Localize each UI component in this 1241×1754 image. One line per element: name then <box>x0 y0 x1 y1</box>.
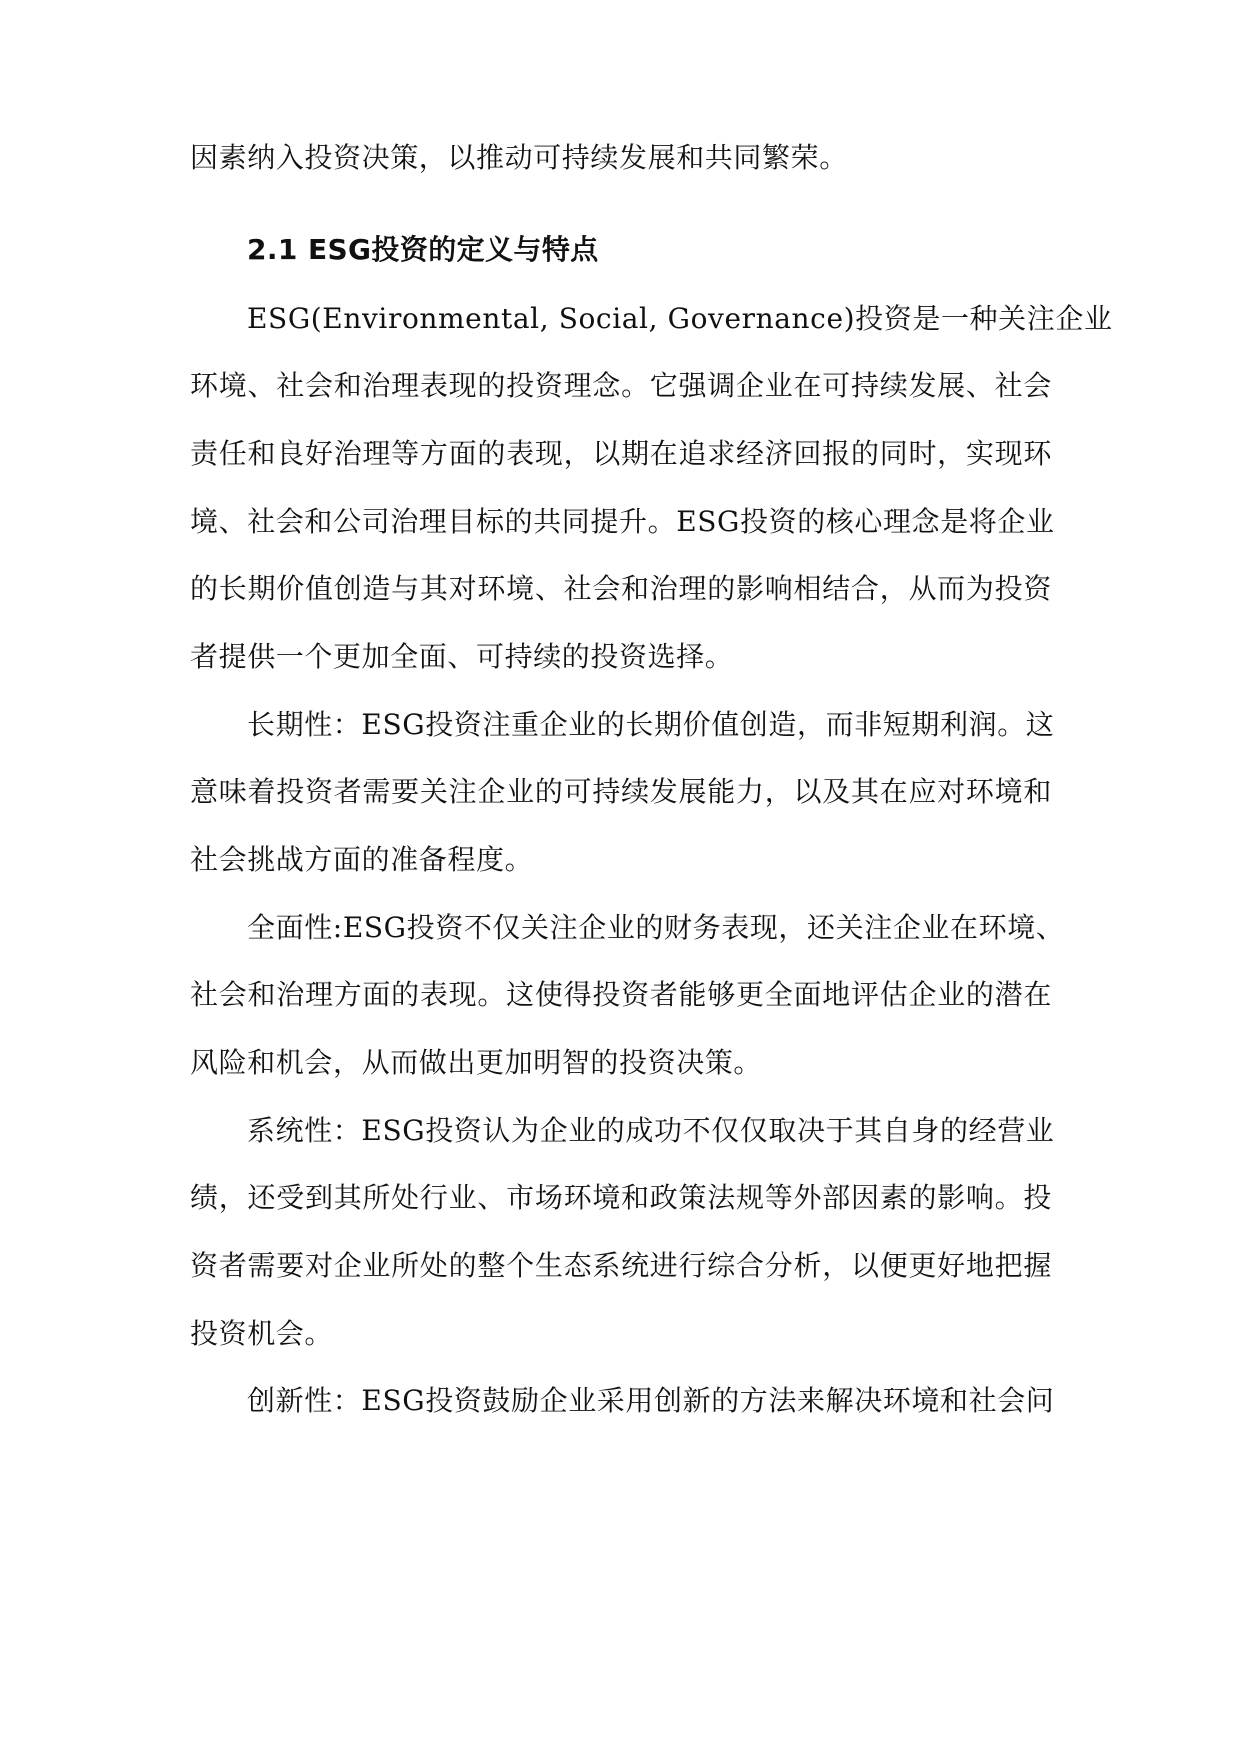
systemic-paragraph-line: 绩，还受到其所处行业、市场环境和政策法规等外部因素的影响。投 <box>190 1181 1052 1214</box>
long-term-paragraph-line: 长期性：ESG投资注重企业的长期价值创造，而非短期利润。这 <box>247 708 1055 741</box>
definition-paragraph-line: 的长期价值创造与其对环境、社会和治理的影响相结合，从而为投资 <box>190 572 1052 605</box>
long-term-paragraph-line: 意味着投资者需要关注企业的可持续发展能力，以及其在应对环境和 <box>190 775 1052 808</box>
section-heading: 2.1 ESG投资的定义与特点 <box>247 233 599 266</box>
long-term-paragraph-line: 社会挑战方面的准备程度。 <box>190 843 534 876</box>
definition-paragraph-line: 责任和良好治理等方面的表现，以期在追求经济回报的同时，实现环 <box>190 437 1052 470</box>
innovation-paragraph-line: 创新性：ESG投资鼓励企业采用创新的方法来解决环境和社会问 <box>247 1384 1055 1417</box>
definition-paragraph-line: ESG(Environmental, Social, Governance)投资是一种关注企业 <box>247 302 1113 335</box>
definition-paragraph-line: 境、社会和公司治理目标的共同提升。ESG投资的核心理念是将企业 <box>190 505 1055 538</box>
systemic-paragraph-line: 投资机会。 <box>190 1317 334 1350</box>
comprehensive-paragraph-line: 社会和治理方面的表现。这使得投资者能够更全面地评估企业的潜在 <box>190 978 1052 1011</box>
systemic-paragraph-line: 系统性：ESG投资认为企业的成功不仅仅取决于其自身的经营业 <box>247 1114 1055 1147</box>
comprehensive-paragraph-line: 风险和机会，从而做出更加明智的投资决策。 <box>190 1046 763 1079</box>
paragraph-continuation-line: 因素纳入投资决策，以推动可持续发展和共同繁荣。 <box>190 141 848 174</box>
definition-paragraph-line: 者提供一个更加全面、可持续的投资选择。 <box>190 640 734 673</box>
definition-paragraph-line: 环境、社会和治理表现的投资理念。它强调企业在可持续发展、社会 <box>190 369 1052 402</box>
systemic-paragraph-line: 资者需要对企业所处的整个生态系统进行综合分析，以便更好地把握 <box>190 1249 1052 1282</box>
comprehensive-paragraph-line: 全面性:ESG投资不仅关注企业的财务表现，还关注企业在环境、 <box>247 911 1065 944</box>
